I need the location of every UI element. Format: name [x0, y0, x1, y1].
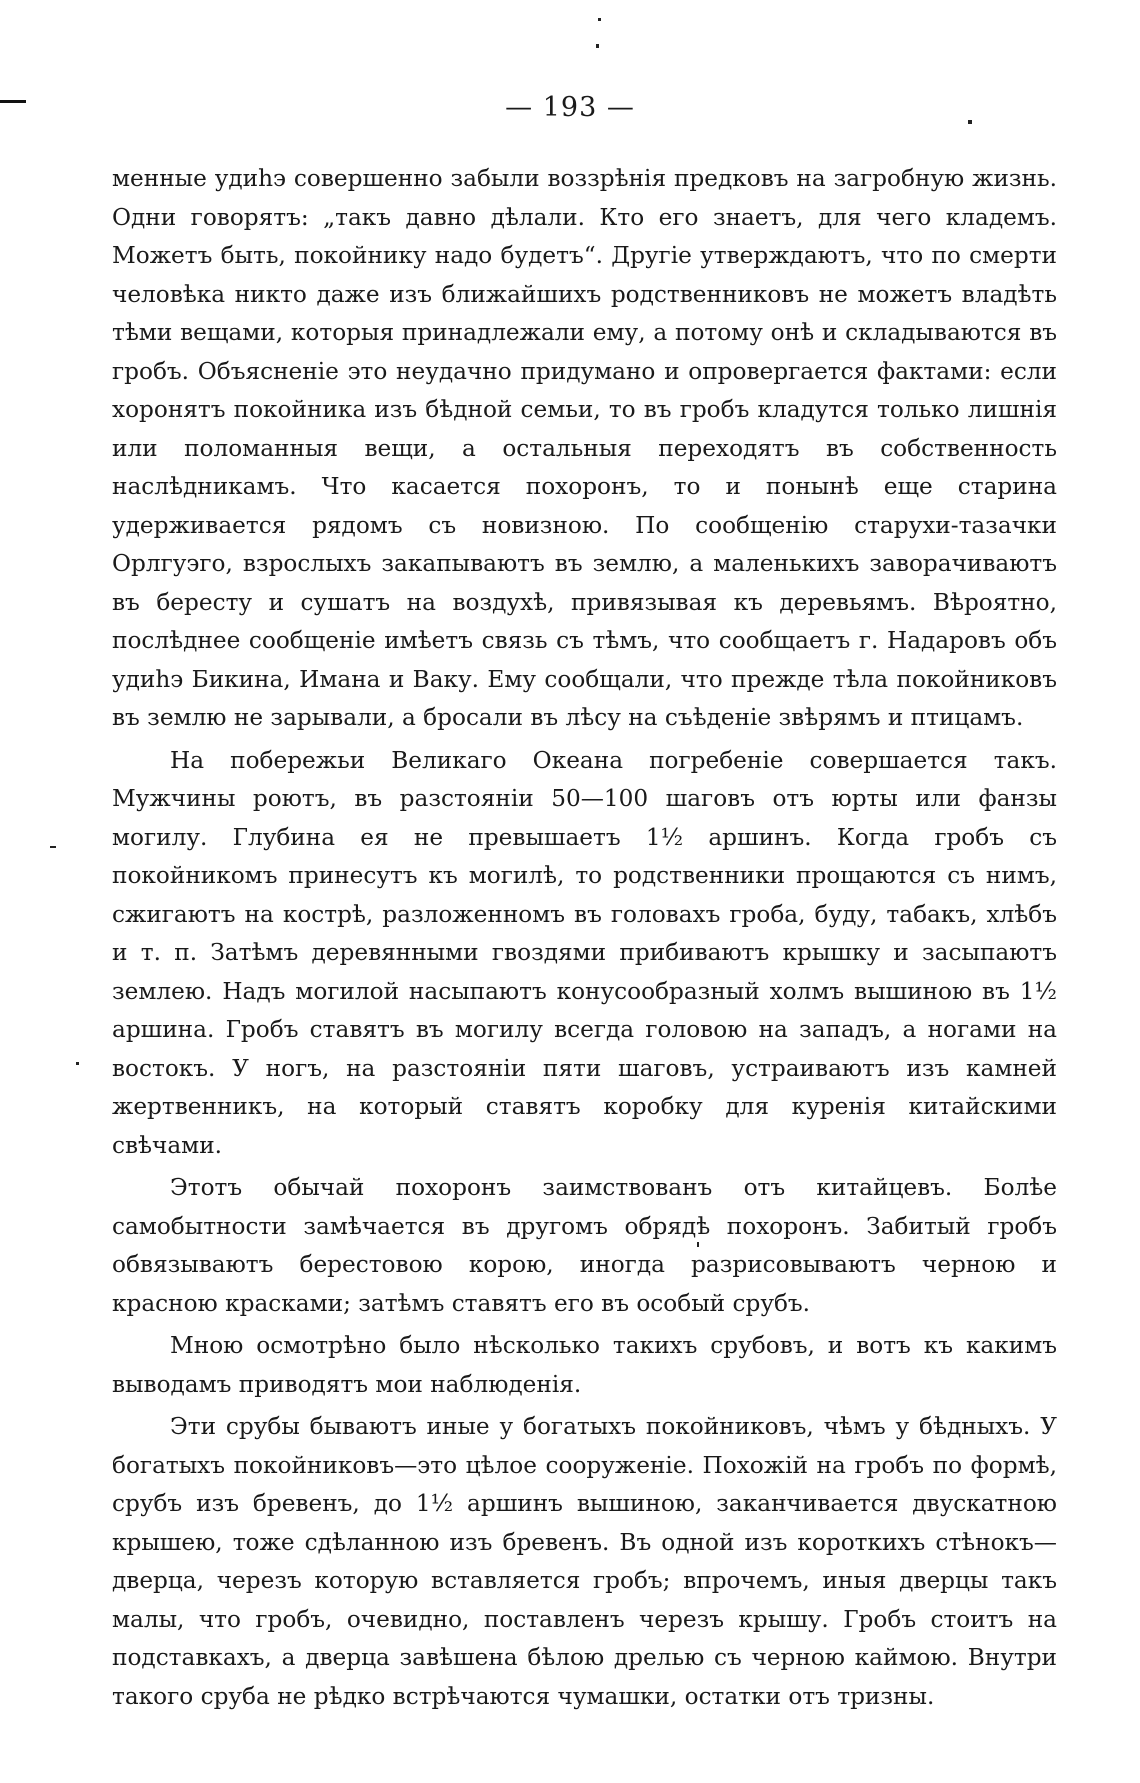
paragraph: Мною осмотрѣно было нѣсколько такихъ срубовъ, и вотъ къ какимъ выводамъ приводятъ мои наблюденія.	[112, 1332, 1057, 1398]
paragraph: Этотъ обычай похоронъ заимствованъ отъ китайцевъ. Болѣе самобытности замѣчается въ другомъ обрядѣ похоронъ. Забитый гробъ обвязываютъ берестовою корою, иногда разрисовываютъ черною и красною красками; затѣмъ ставятъ его въ особый срубъ.	[112, 1174, 1057, 1317]
paragraph: Эти срубы бываютъ иные у богатыхъ покойниковъ, чѣмъ у бѣдныхъ. У богатыхъ покойниковъ—это цѣлое сооруженіе. Похожій на гробъ по формѣ, срубъ изъ бревенъ, до 1½ аршинъ вышиною, заканчивается двускатною крышею, тоже сдѣланною изъ бревенъ. Въ одной изъ короткихъ стѣнокъ—дверца, черезъ которую вставляется гробъ; впрочемъ, иныя дверцы такъ малы, что гробъ, очевидно, поставленъ черезъ крышу. Гробъ стоитъ на подставкахъ, а дверца завѣшена бѣлою дрелью съ черною каймою. Внутри такого сруба не рѣдко встрѣчаются чумашки, остатки отъ тризны.	[112, 1413, 1057, 1710]
paragraph: менные удиһэ совершенно забыли воззрѣнія предковъ на загробную жизнь. Одни говорятъ: „такъ давно дѣлали. Кто его знаетъ, для чего кладемъ. Можетъ быть, покойнику надо будетъ“. Другіе утверждаютъ, что по смерти человѣка никто даже изъ ближайшихъ родственниковъ не можетъ владѣть тѣми вещами, которыя принадлежали ему, а потому онѣ и складываются въ гробъ. Объясненіе это неудачно придумано и опровергается фактами: если хоронятъ покойника изъ бѣдной семьи, то въ гробъ кладутся только лишнія или поломанныя вещи, а остальныя переходятъ въ собственность наслѣдникамъ. Что касается похоронъ, то и понынѣ еще старина удерживается рядомъ съ новизною. По сообщенію старухи-тазачки Орлгуэго, взрослыхъ закапываютъ въ землю, а маленькихъ заворачиваютъ въ бересту и сушатъ на воздухѣ, привязывая къ деревьямъ. Вѣроятно, послѣднее сообщеніе имѣетъ связь съ тѣмъ, что сообщаетъ г. Надаровъ объ удиһэ Бикина, Имана и Ваку. Ему сообщали, что прежде тѣла покойниковъ въ землю не зарывали, а бросали въ лѣсу на съѣденіе звѣрямъ и птицамъ.	[112, 165, 1057, 731]
scan-speck	[76, 1062, 79, 1065]
page-number: — 193 —	[505, 92, 635, 123]
scan-speck	[596, 44, 599, 48]
paragraph: На побережьи Великаго Океана погребеніе совершается такъ. Мужчины роютъ, въ разстояніи 50—100 шаговъ отъ юрты или фанзы могилу. Глубина ея не превышаетъ 1½ аршинъ. Когда гробъ съ покойникомъ принесутъ къ могилѣ, то родственники прощаются съ нимъ, сжигаютъ на кострѣ, разложенномъ въ головахъ гроба, буду, табакъ, хлѣбъ и т. п. Затѣмъ деревянными гвоздями прибиваютъ крышку и засыпаютъ землею. Надъ могилой насыпаютъ конусообразный холмъ вышиною въ 1½ аршина. Гробъ ставятъ въ могилу всегда головою на западъ, а ногами на востокъ. У ногъ, на разстояніи пяти шаговъ, устраиваютъ изъ камней жертвенникъ, на который ставятъ коробку для куренія китайскими свѣчами.	[112, 746, 1057, 1159]
scan-speck	[50, 846, 56, 848]
scan-speck	[598, 18, 601, 21]
body-text	[112, 160, 1057, 1716]
